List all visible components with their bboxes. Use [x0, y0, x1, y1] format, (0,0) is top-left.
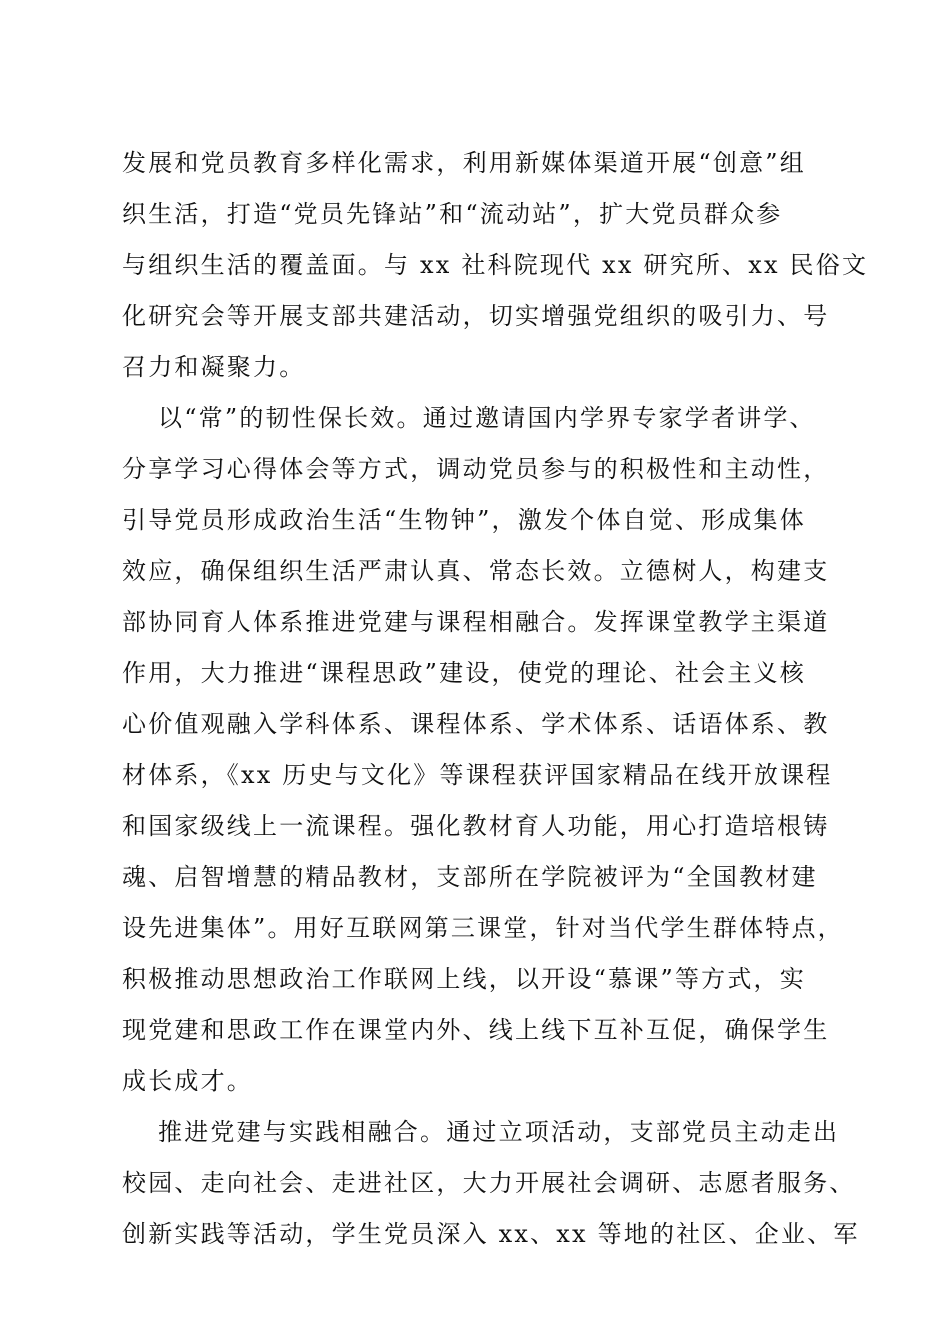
text-line: 作用，大力推进“课程思政”建设，使党的理论、社会主义核	[122, 659, 806, 687]
text-line: 积极推动思想政治工作联网上线，以开设“慕课”等方式，实	[122, 965, 806, 993]
text-line: 效应，确保组织生活严肃认真、常态长效。立德树人，构建支	[122, 557, 830, 585]
text-line: 引导党员形成政治生活“生物钟”，激发个体自觉、形成集体	[122, 506, 806, 534]
text-line: 与组织生活的覆盖面。与 xx 社科院现代 xx 研究所、xx 民俗文	[122, 251, 869, 279]
text-line: 以“常”的韧性保长效。通过邀请国内学界专家学者讲学、	[158, 404, 816, 432]
paragraph-2	[122, 393, 844, 1107]
text-line: 部协同育人体系推进党建与课程相融合。发挥课堂教学主渠道	[122, 608, 830, 636]
text-line: 织生活，打造“党员先锋站”和“流动站”，扩大党员群众参	[122, 200, 783, 228]
text-line: 和国家级线上一流课程。强化教材育人功能，用心打造培根铸	[122, 812, 830, 840]
text-line: 创新实践等活动，学生党员深入 xx、xx 等地的社区、企业、军	[122, 1220, 860, 1248]
text-line: 召力和凝聚力。	[122, 353, 306, 381]
text-line: 校园、走向社会、走进社区，大力开展社会调研、志愿者服务、	[122, 1169, 856, 1197]
document-body	[122, 138, 869, 1260]
text-line: 发展和党员教育多样化需求，利用新媒体渠道开展“创意”组	[122, 149, 806, 177]
text-line: 推进党建与实践相融合。通过立项活动，支部党员主动走出	[158, 1118, 840, 1146]
text-line: 现党建和思政工作在课堂内外、线上线下互补互促，确保学生	[122, 1016, 830, 1044]
text-line: 化研究会等开展支部共建活动，切实增强党组织的吸引力、号	[122, 302, 830, 330]
text-line: 设先进集体”。用好互联网第三课堂，针对当代学生群体特点，	[122, 914, 844, 942]
text-line: 材体系，《xx 历史与文化》等课程获评国家精品在线开放课程	[122, 761, 833, 789]
text-line: 心价值观融入学科体系、课程体系、学术体系、话语体系、教	[122, 710, 830, 738]
paragraph-1	[122, 138, 869, 393]
text-line: 分享学习心得体会等方式，调动党员参与的积极性和主动性，	[122, 455, 830, 483]
paragraph-3	[122, 1107, 860, 1260]
text-line: 魂、启智增慧的精品教材，支部所在学院被评为“全国教材建	[122, 863, 818, 891]
text-line: 成长成才。	[122, 1067, 253, 1095]
